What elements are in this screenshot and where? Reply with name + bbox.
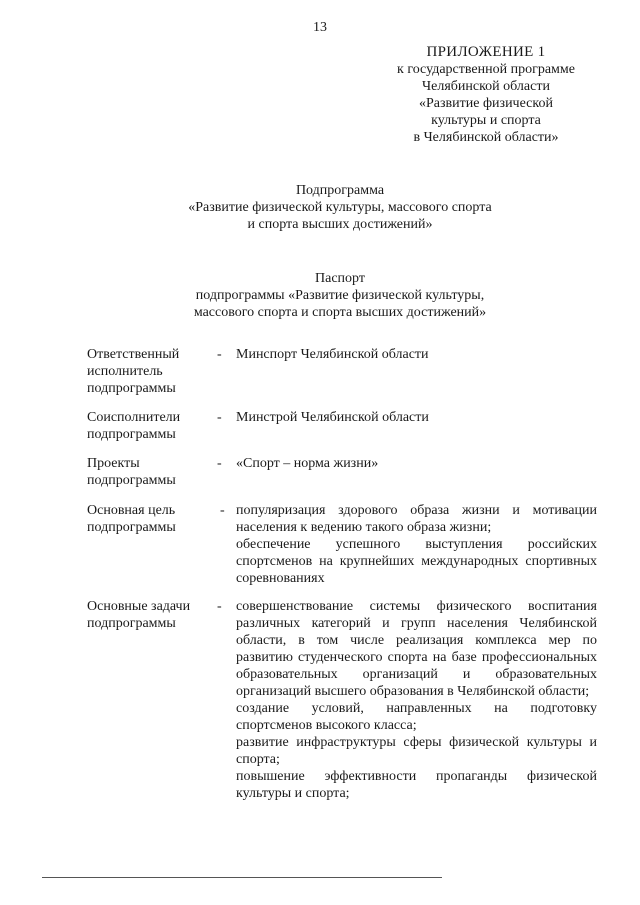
row-value <box>236 598 597 802</box>
appendix-line: к государственной программе <box>397 62 575 77</box>
row-value-paragraph: повышение эффективности пропаганды физической культуры и спорта; <box>236 769 597 801</box>
row-label-line: подпрограммы <box>87 427 176 442</box>
appendix-line: в Челябинской области» <box>413 130 559 145</box>
appendix-block <box>378 44 594 146</box>
passport-title-line: Паспорт <box>315 271 365 286</box>
passport-title-line: массового спорта и спорта высших достижений» <box>193 305 487 320</box>
row-value-paragraph: создание условий, направленных на подготовку спортсменов высокого класса; <box>236 701 597 733</box>
row-label-line: подпрограммы <box>87 520 176 535</box>
row-value <box>236 455 597 472</box>
row-label-line: Основная цель <box>87 503 176 518</box>
row-dash: - <box>217 410 222 425</box>
subprogram-title-line: «Развитие физической культуры, массового спорта <box>188 200 492 215</box>
appendix-line: «Развитие физической <box>419 96 553 111</box>
row-dash: - <box>217 599 222 614</box>
subprogram-title-line: Подпрограмма <box>295 183 385 198</box>
page-number: 13 <box>313 20 327 35</box>
passport-title-line: подпрограммы «Развитие физической культуры, <box>195 288 485 303</box>
row-value-paragraph: развитие инфраструктуры сферы физической культуры и спорта; <box>236 735 597 767</box>
appendix-line: Челябинской области <box>422 79 550 94</box>
row-value-paragraph: совершенствование системы физического воспитания различных категорий и групп населения Челябинской области, в том числе реализация комплекса мер по развитию студенческого спорта на базе профессиональных образовательных организаций и образовательных организаций высшего образования в Челябинской области; <box>236 599 598 699</box>
row-label <box>87 502 212 536</box>
row-value-paragraph: Минспорт Челябинской области <box>236 347 429 362</box>
row-dash: - <box>220 503 225 518</box>
row-value <box>236 346 597 363</box>
row-label-line: подпрограммы <box>87 616 176 631</box>
row-label <box>87 409 212 443</box>
subprogram-title <box>80 182 600 233</box>
row-label <box>87 346 212 397</box>
row-label-line: Основные задачи <box>87 599 191 614</box>
passport-title <box>80 270 600 321</box>
row-label <box>87 455 212 489</box>
row-value-paragraph: «Спорт – норма жизни» <box>236 456 379 471</box>
row-label-line: исполнитель <box>87 364 163 379</box>
row-value-paragraph: популяризация здорового образа жизни и мотивации населения к ведению такого образа жизни; <box>236 503 597 535</box>
row-dash: - <box>217 456 222 471</box>
row-value <box>236 502 597 587</box>
row-value-paragraph: обеспечение успешного выступления российских спортсменов на крупнейших международных спортивных соревнованиях <box>236 537 597 586</box>
row-dash: - <box>217 347 222 362</box>
row-value <box>236 409 597 426</box>
row-label-line: Ответственный <box>87 347 180 362</box>
row-label-line: Соисполнители <box>87 410 181 425</box>
row-label <box>87 598 212 632</box>
row-label-line: Проекты <box>87 456 140 471</box>
row-value-paragraph: Минстрой Челябинской области <box>236 410 429 425</box>
appendix-line: культуры и спорта <box>431 113 541 128</box>
footer-line <box>42 877 442 878</box>
subprogram-title-line: и спорта высших достижений» <box>247 217 433 232</box>
row-label-line: подпрограммы <box>87 473 176 488</box>
appendix-heading: ПРИЛОЖЕНИЕ 1 <box>426 44 546 60</box>
row-label-line: подпрограммы <box>87 381 176 396</box>
